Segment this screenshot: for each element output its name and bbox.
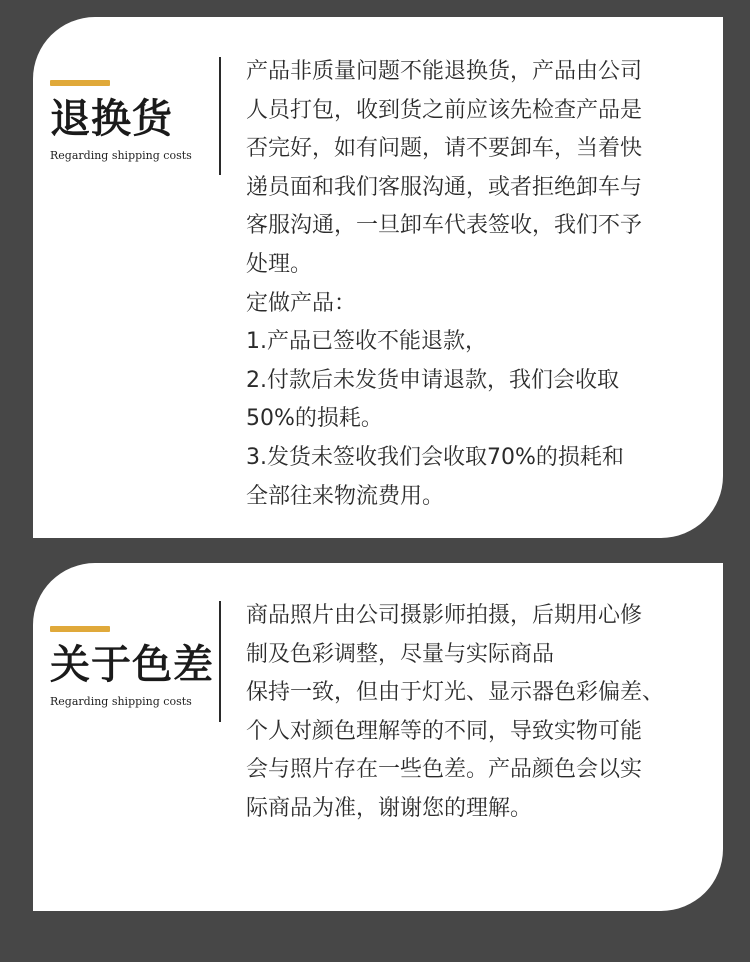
body-line: 3.发货未签收我们会收取70%的损耗和 bbox=[246, 444, 624, 470]
return-policy-card bbox=[33, 17, 723, 538]
body-line: 全部往来物流费用。 bbox=[246, 483, 445, 509]
section-body bbox=[246, 597, 719, 829]
body-line: 50%的损耗。 bbox=[246, 406, 383, 432]
accent-bar bbox=[50, 80, 110, 86]
body-line: 客服沟通，一旦卸车代表签收，我们不予 bbox=[246, 213, 643, 239]
body-line: 制及色彩调整，尽量与实际商品 bbox=[246, 641, 555, 667]
body-line: 保持一致，但由于灯光、显示器色彩偏差、 bbox=[246, 680, 665, 706]
body-line: 1.产品已签收不能退款， bbox=[246, 329, 487, 355]
accent-bar bbox=[50, 626, 110, 632]
body-line: 否完好，如有问题，请不要卸车，当着快 bbox=[246, 136, 643, 162]
body-line: 2.付款后未发货申请退款，我们会收取 bbox=[246, 367, 619, 393]
vertical-divider bbox=[219, 601, 221, 722]
body-line: 人员打包，收到货之前应该先检查产品是 bbox=[246, 97, 643, 123]
body-line: 递员面和我们客服沟通，或者拒绝卸车与 bbox=[246, 174, 643, 200]
body-line: 会与照片存在一些色差。产品颜色会以实 bbox=[246, 757, 643, 783]
body-line: 商品照片由公司摄影师拍摄，后期用心修 bbox=[246, 603, 643, 628]
section-subtitle: Regarding shipping costs bbox=[50, 149, 192, 162]
section-title: 退换货 bbox=[50, 96, 173, 142]
vertical-divider bbox=[219, 57, 221, 175]
color-difference-card bbox=[33, 563, 723, 911]
section-header bbox=[50, 626, 218, 708]
section-body bbox=[246, 53, 719, 516]
body-line: 个人对颜色理解等的不同，导致实物可能 bbox=[246, 718, 643, 744]
body-line: 定做产品： bbox=[246, 290, 357, 316]
section-header bbox=[50, 80, 218, 162]
section-subtitle: Regarding shipping costs bbox=[50, 695, 192, 708]
body-line: 产品非质量问题不能退换货，产品由公司 bbox=[246, 59, 643, 84]
section-title: 关于色差 bbox=[50, 642, 214, 688]
body-line: 处理。 bbox=[246, 251, 313, 277]
body-line: 际商品为准，谢谢您的理解。 bbox=[246, 795, 533, 821]
